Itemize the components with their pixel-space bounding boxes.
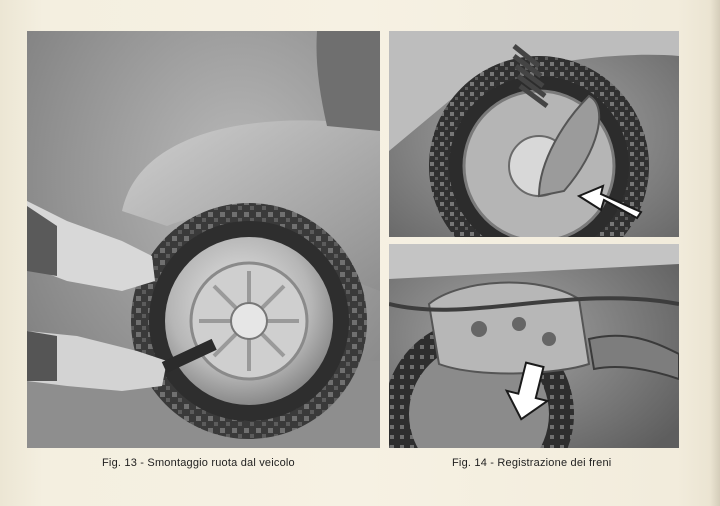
page-edge-shadow bbox=[710, 0, 720, 506]
fig13-caption: Fig. 13 - Smontaggio ruota dal veicolo bbox=[102, 457, 295, 469]
fig13-photo bbox=[27, 31, 380, 448]
fig14-caption: Fig. 14 - Registrazione dei freni bbox=[452, 457, 612, 469]
fig14-photo-top bbox=[389, 31, 679, 237]
fig14-photo-bottom bbox=[389, 244, 679, 448]
